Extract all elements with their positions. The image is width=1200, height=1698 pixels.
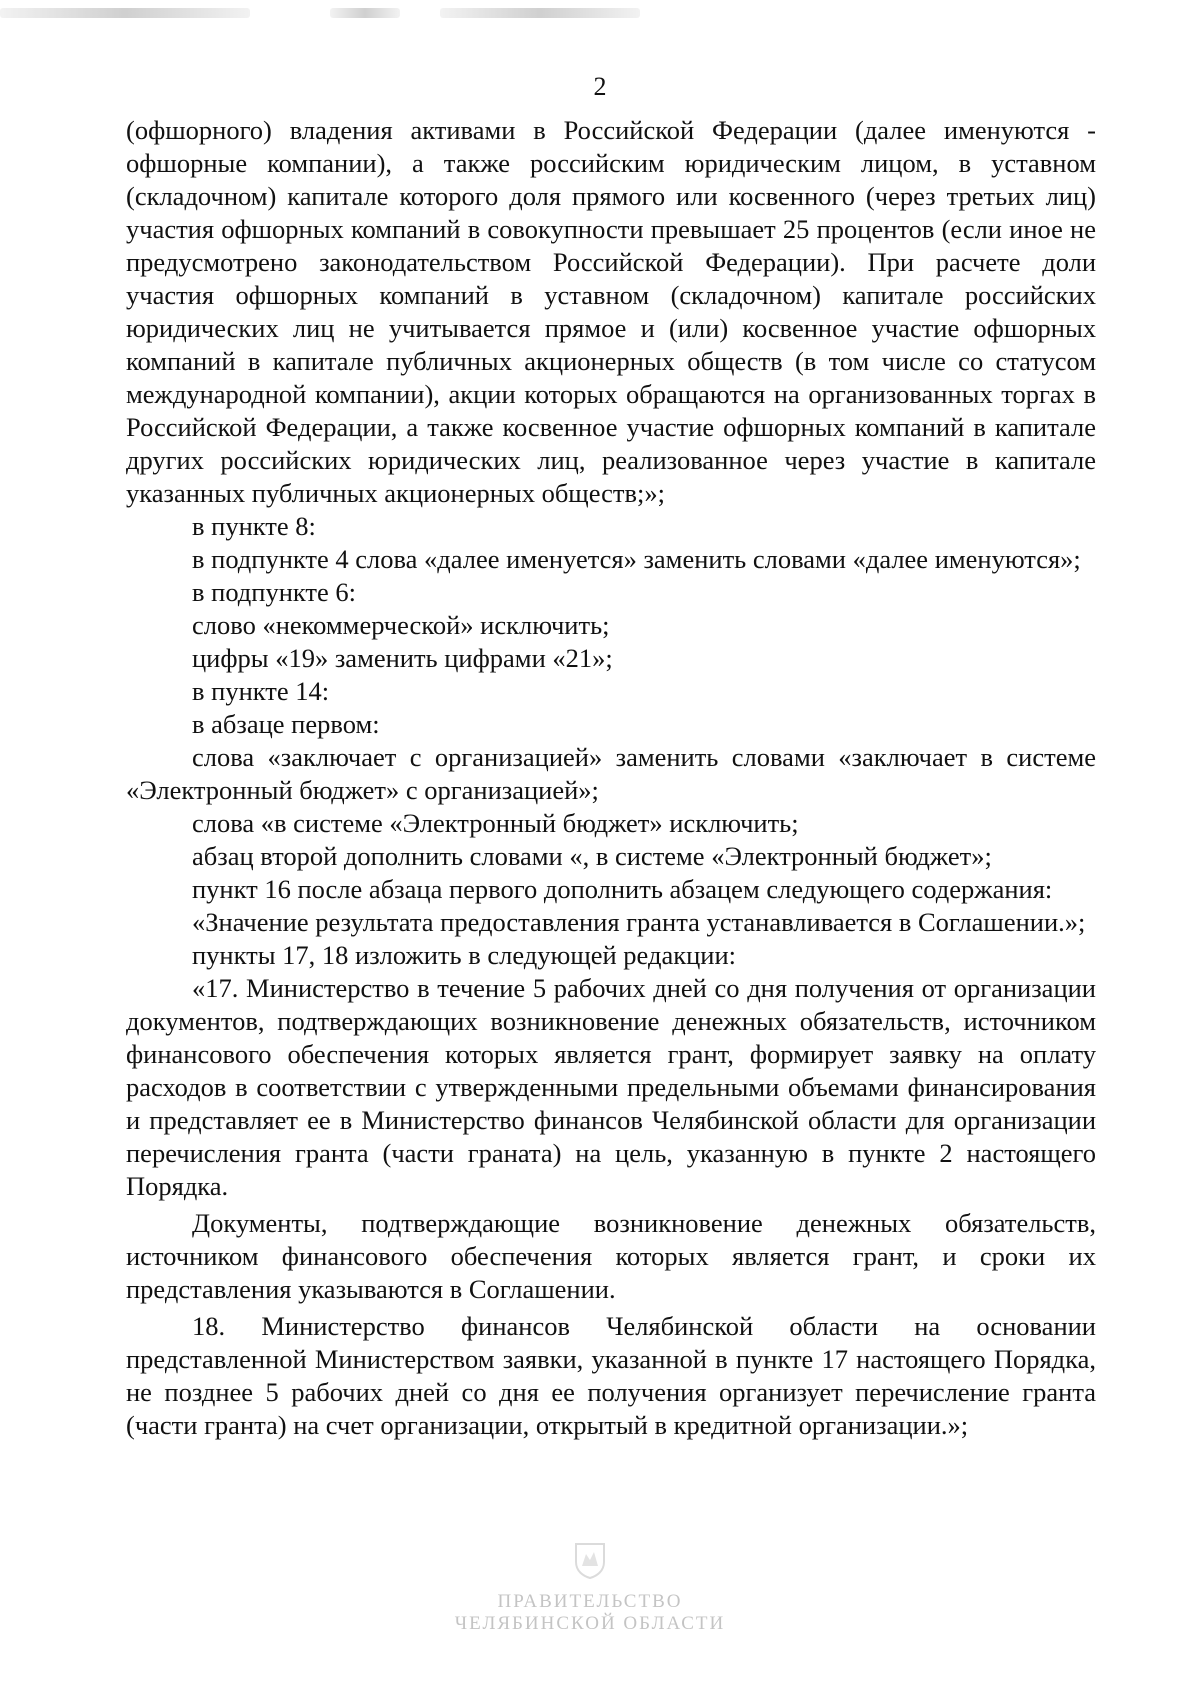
- paragraph-subpoint-4: в подпункте 4 слова «далее именуется» заменить словами «далее именуются»;: [192, 544, 1081, 574]
- paragraph-point-14: в пункте 14:: [192, 676, 330, 706]
- paragraph-point-17: «17. Министерство в течение 5 рабочих дней со дня получения от организации документов, подтверждающих возникновение денежных обязательств, источником финансового обеспечения которых является грант, формирует заявку на оплату расходов в соответствии с утвержденными предельными объемами финансирования и представляет ее в Министерство финансов Челябинской области для организации перечисления гранта (части граната) на цель, указанную в пункте 2 настоящего Порядка.: [126, 973, 1096, 1201]
- paragraph-digits-replace: цифры «19» заменить цифрами «21»;: [192, 643, 613, 673]
- government-stamp: [440, 1540, 740, 1635]
- paragraph-points-17-18: пункты 17, 18 изложить в следующей редакции:: [192, 940, 737, 970]
- document-body: [126, 114, 1096, 1442]
- paragraph-subpoint-6: в подпункте 6:: [192, 577, 357, 607]
- paragraph-first-abzac: в абзаце первом:: [192, 709, 380, 739]
- paragraph-point-8: в пункте 8:: [192, 511, 316, 541]
- stamp-line-region: ЧЕЛЯБИНСКОЙ ОБЛАСТИ: [454, 1613, 726, 1634]
- paragraph-point-16: пункт 16 после абзаца первого дополнить абзацем следующего содержания:: [192, 874, 1053, 904]
- scan-artifact-left: [0, 8, 250, 18]
- coat-of-arms-icon: [572, 1540, 608, 1580]
- scan-artifact-mid: [330, 8, 400, 18]
- paragraph-words-replace: слова «заключает с организацией» заменить словами «заключает в системе «Электронный бюджет» с организацией»;: [126, 742, 1096, 805]
- scan-artifact-right: [440, 8, 640, 18]
- paragraph-word-exclude: слово «некоммерческой» исключить;: [192, 610, 610, 640]
- paragraph-second-abzac: абзац второй дополнить словами «, в системе «Электронный бюджет»;: [192, 841, 992, 871]
- paragraph-words-exclude: слова «в системе «Электронный бюджет» исключить;: [192, 808, 799, 838]
- paragraph-documents: Документы, подтверждающие возникновение денежных обязательств, источником финансового обеспечения которых является грант, и сроки их представления указываются в Соглашении.: [126, 1208, 1096, 1304]
- paragraph-offshore-definition: (офшорного) владения активами в Российской Федерации (далее именуются - офшорные компании), а также российским юридическим лицом, в уставном (складочном) капитале которого доля прямого или косвенного (через третьих лиц) участия офшорных компаний в совокупности превышает 25 процентов (если иное не предусмотрено законодательством Российской Федерации). При расчете доли участия офшорных компаний в уставном (складочном) капитале российских юридических лиц не учитывается прямое и (или) косвенное участие офшорных компаний в капитале публичных акционерных обществ (в том числе со статусом международной компании), акции которых обращаются на организованных торгах в Российской Федерации, а также косвенное участие офшорных компаний в капитале других российских юридических лиц, реализованное через участие в капитале указанных публичных акционерных обществ;»;: [126, 115, 1096, 508]
- paragraph-point-18: 18. Министерство финансов Челябинской области на основании представленной Министерством заявки, указанной в пункте 17 настоящего Порядка, не позднее 5 рабочих дней со дня ее получения организует перечисление гранта (части гранта) на счет организации, открытый в кредитной организации.»;: [126, 1311, 1096, 1440]
- paragraph-result-value: «Значение результата предоставления гранта устанавливается в Соглашении.»;: [192, 907, 1086, 937]
- stamp-line-government: ПРАВИТЕЛЬСТВО: [497, 1591, 683, 1612]
- page-number: 2: [593, 72, 607, 101]
